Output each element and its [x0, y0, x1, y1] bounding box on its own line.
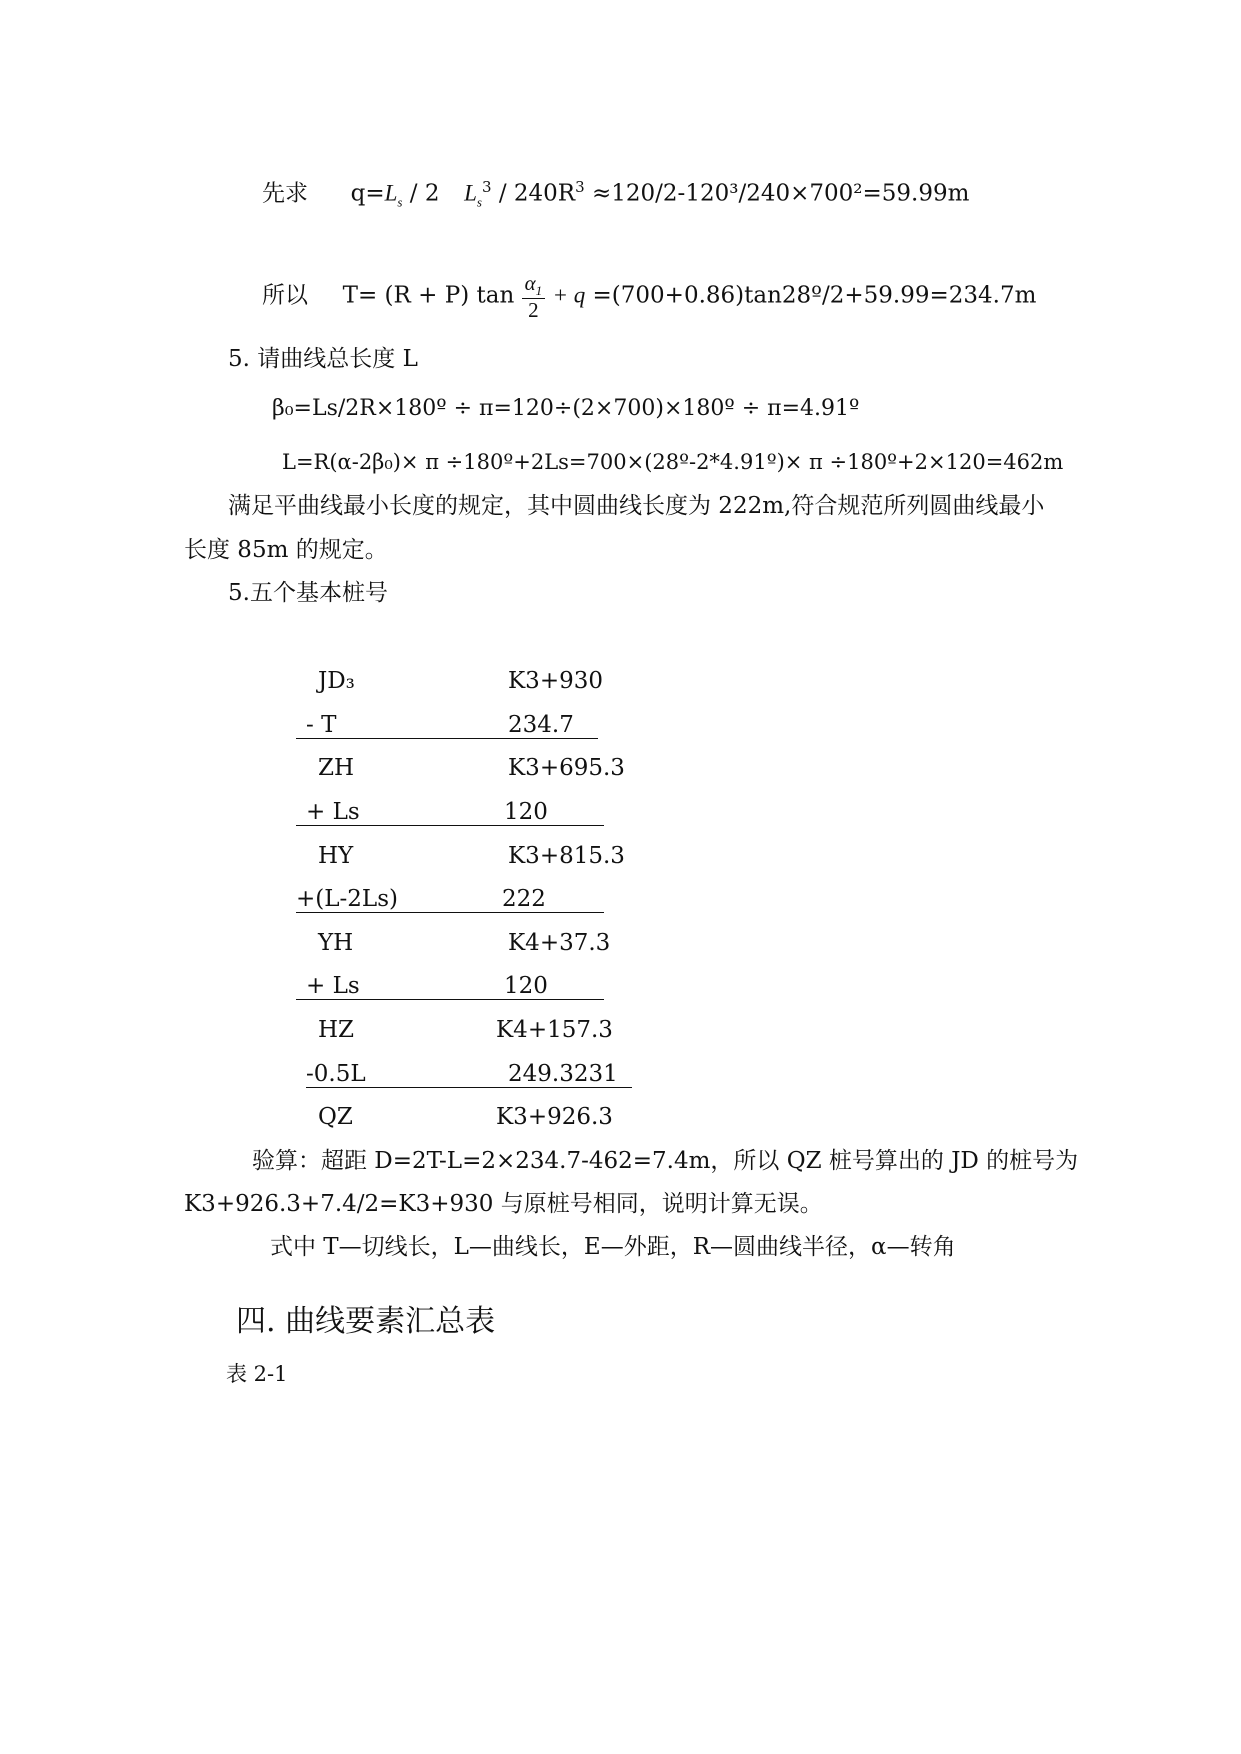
formula-T-plusq: + q [552, 282, 586, 308]
formula-T [262, 272, 1036, 321]
stake-rule [296, 738, 598, 739]
formula-T-prefix: 所以 [262, 282, 308, 309]
section-4-title: 四. 曲线要素汇总表 [236, 1304, 496, 1339]
formula-q-div240R: / 240R [498, 180, 576, 207]
check-line-1: 验算：超距 D=2T-L=2×234.7-462=7.4m，所以 QZ 桩号算出的 JD 的桩号为 [252, 1148, 1079, 1174]
formula-q-prefix: 先求 [262, 180, 308, 207]
stake-label: HY [318, 843, 354, 869]
formula-q-cube: 3 [481, 178, 492, 196]
stake-rule [296, 912, 604, 913]
stake-value: 222 [502, 886, 546, 912]
formula-T-denominator: 2 [528, 297, 539, 322]
legend-line: 式中 T—切线长，L—曲线长，E—外距，R—圆曲线半径，α—转角 [270, 1234, 956, 1260]
stake-value: K4+157.3 [496, 1017, 613, 1043]
formula-T-lhs: T= (R [342, 282, 411, 309]
length-formula: L=R(α-2β₀)× π ÷180º+2Ls=700×(28º-2*4.91º)× π ÷180º+2×120=462m [282, 450, 1064, 474]
paragraph-line-2: 长度 85m 的规定。 [184, 537, 388, 563]
stake-label: QZ [318, 1104, 353, 1130]
formula-q-Ls: L [384, 180, 398, 206]
formula-q-div2: / 2 [409, 180, 440, 207]
stake-label: YH [318, 930, 354, 956]
stake-value: K3+930 [508, 668, 603, 694]
stake-value: K3+815.3 [508, 843, 625, 869]
stake-value: 120 [504, 973, 548, 999]
stake-label: HZ [318, 1017, 355, 1043]
section-5b-title: 5.五个基本桩号 [228, 580, 388, 606]
formula-T-fraction [522, 272, 546, 321]
formula-T-alpha: α [524, 271, 536, 295]
stake-value: K3+926.3 [496, 1104, 613, 1130]
stake-value: 120 [504, 799, 548, 825]
formula-q-approx: ≈ [591, 180, 612, 207]
stake-value: K3+695.3 [508, 755, 625, 781]
paragraph-line-1: 满足平曲线最小长度的规定，其中圆曲线长度为 222m,符合规范所列圆曲线最小 [228, 493, 1045, 519]
check-line-2: K3+926.3+7.4/2=K3+930 与原桩号相同，说明计算无误。 [184, 1191, 823, 1217]
stake-rule [296, 999, 604, 1000]
stake-label: -0.5L [306, 1061, 366, 1087]
stake-label: - T [306, 712, 337, 738]
stake-value: K4+37.3 [508, 930, 611, 956]
formula-T-plusP: + P) tan [418, 282, 515, 309]
stake-label: ZH [318, 755, 355, 781]
section-5a-title: 5. 请曲线总长度 L [228, 346, 418, 372]
formula-T-alpha-sub: 1 [535, 283, 543, 299]
formula-q-Ls2-sub: s [476, 194, 482, 210]
formula-q [262, 178, 969, 210]
stake-value: 234.7 [508, 712, 574, 738]
table-label: 表 2-1 [226, 1362, 288, 1386]
formula-T-value: =(700+0.86)tan28º/2+59.99=234.7m [592, 282, 1037, 309]
stake-label: + Ls [306, 973, 360, 999]
beta-formula: β₀=Ls/2R×180º ÷ π=120÷(2×700)×180º ÷ π=4.91º [272, 396, 860, 421]
formula-q-Ls2: L [464, 180, 477, 206]
formula-q-lhs: q= [350, 180, 385, 207]
formula-q-Ls-sub: s [397, 194, 403, 210]
formula-q-cube2: 3 [575, 178, 585, 196]
stake-label: +(L-2Ls) [296, 886, 398, 912]
stake-label: + Ls [306, 799, 360, 825]
formula-q-value: 120/2-120³/240×700²=59.99m [611, 180, 970, 207]
stake-rule [306, 1087, 632, 1088]
stake-value: 249.3231 [508, 1061, 618, 1087]
stake-label: JD₃ [318, 668, 355, 694]
stake-rule [296, 825, 604, 826]
